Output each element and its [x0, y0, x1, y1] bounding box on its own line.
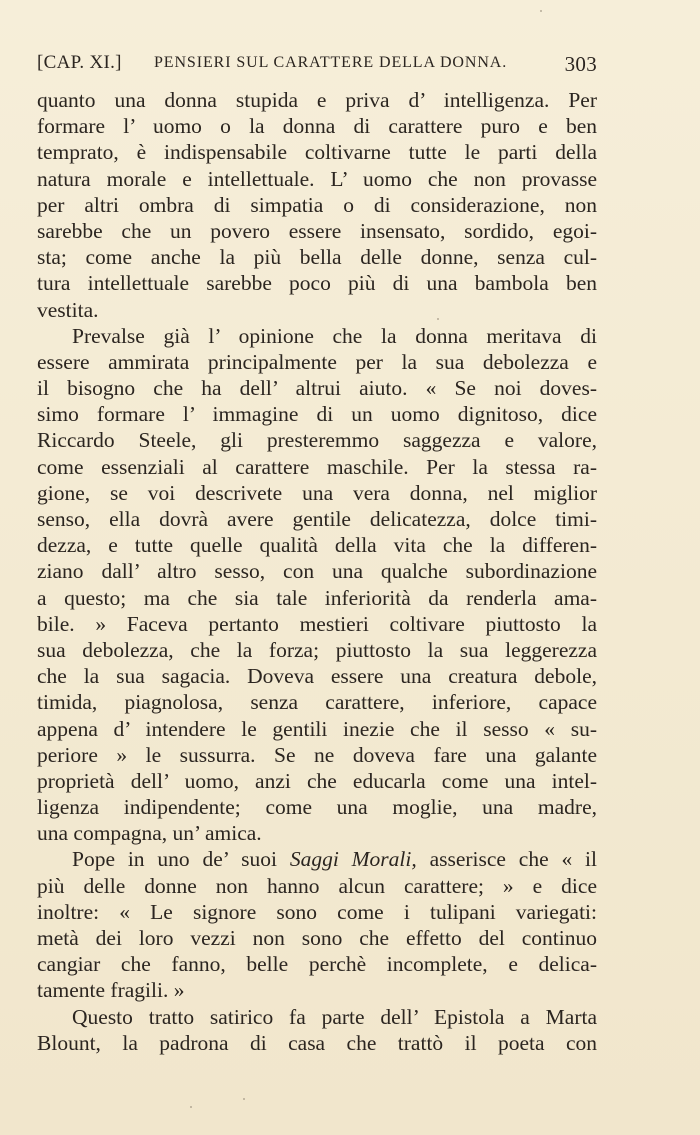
- text-line: simo formare l’ immagine di un uomo dignitoso, dice: [37, 402, 597, 427]
- text-line: natura morale e intellettuale. L’ uomo che non provasse: [37, 166, 597, 191]
- paper-speck: [540, 10, 542, 12]
- text-line: inoltre: « Le signore sono come i tulipani variegati:: [37, 899, 597, 924]
- text-line: ligenza indipendente; come una moglie, una madre,: [37, 795, 597, 820]
- text-line: essere ammirata principalmente per la sua debolezza e: [37, 349, 597, 374]
- text-line: come essenziali al carattere maschile. Per la stessa ra-: [37, 454, 597, 479]
- text-line: metà dei loro vezzi non sono che effetto del continuo: [37, 926, 597, 950]
- text-line: gione, se voi descrivete una vera donna, nel miglior: [37, 480, 597, 505]
- text-line: ziano dall’ altro sesso, con una qualche subordinazione: [37, 559, 597, 584]
- book-title: Saggi Morali,: [289, 847, 417, 872]
- text-line: dezza, e tutte quelle qualità della vita che la differen-: [37, 533, 597, 558]
- text-line: bile. » Faceva pertanto mestieri coltivare piuttosto la: [37, 611, 597, 636]
- text-line: il bisogno che ha dell’ altrui aiuto. « Se noi doves-: [37, 376, 597, 401]
- text-line: sua debolezza, che la forza; piuttosto la sua leggerezza: [37, 637, 597, 662]
- body-text: [37, 87, 597, 1056]
- text-line: vestita.: [37, 297, 99, 322]
- text-line: per altri ombra di simpatia o di considerazione, non: [37, 192, 597, 217]
- text-line: sarebbe che un povero essere insensato, sordido, egoi-: [37, 218, 597, 243]
- text-line: proprietà dell’ uomo, anzi che educarla come una intel-: [37, 768, 597, 793]
- text-line: a questo; ma che sia tale inferiorità da renderla ama-: [37, 585, 597, 610]
- text-fragment: asserisce che « il: [416, 847, 597, 872]
- text-line: Riccardo Steele, gli presteremmo saggezza e valore,: [37, 428, 597, 453]
- text-line: una compagna, un’ amica.: [37, 821, 262, 846]
- paper-speck: [190, 1106, 192, 1108]
- text-line: periore » le sussurra. Se ne doveva fare una galante: [37, 742, 597, 767]
- text-line: tamente fragili. »: [37, 978, 185, 1003]
- paper-speck: [243, 1098, 245, 1100]
- text-line: timida, piagnolosa, senza carattere, inferiore, capace: [37, 690, 597, 715]
- text-line: formare l’ uomo o la donna di carattere puro e ben: [37, 114, 597, 139]
- text-line: che la sua sagacia. Doveva essere una creatura debole,: [37, 664, 597, 689]
- text-line: temprato, è indispensabile coltivarne tutte le parti della: [37, 140, 597, 165]
- text-line: senso, ella dovrà avere gentile delicatezza, dolce timi-: [37, 507, 597, 531]
- text-line: più delle donne non hanno alcun carattere; » e dice: [37, 873, 597, 898]
- running-head: [37, 52, 597, 80]
- text-line: Blount, la padrona di casa che trattò il poeta con: [37, 1030, 597, 1055]
- paragraph-start: Questo tratto satirico fa parte dell’ Epistola a Marta: [72, 1004, 597, 1029]
- paper-speck: [437, 318, 439, 320]
- text-line: tura intellettuale sarebbe poco più di una bambola ben: [37, 271, 597, 296]
- paragraph-start: Prevalse già l’ opinione che la donna meritava di: [72, 323, 597, 348]
- text-line: sta; come anche la più bella delle donne, senza cul-: [37, 245, 597, 270]
- text-line: cangiar che fanno, belle perchè incomplete, e delica-: [37, 952, 597, 977]
- text-line: quanto una donna stupida e priva d’ intelligenza. Per: [37, 88, 597, 112]
- paragraph-start: [37, 846, 597, 872]
- page-number: 303: [564, 52, 597, 76]
- running-title: PENSIERI SUL CARATTERE DELLA DONNA.: [154, 54, 508, 71]
- text-line: appena d’ intendere le gentili inezie che il sesso « su-: [37, 716, 597, 741]
- text-fragment: Pope in uno de’ suoi: [72, 847, 290, 872]
- chapter-label: [CAP. XI.]: [37, 52, 122, 73]
